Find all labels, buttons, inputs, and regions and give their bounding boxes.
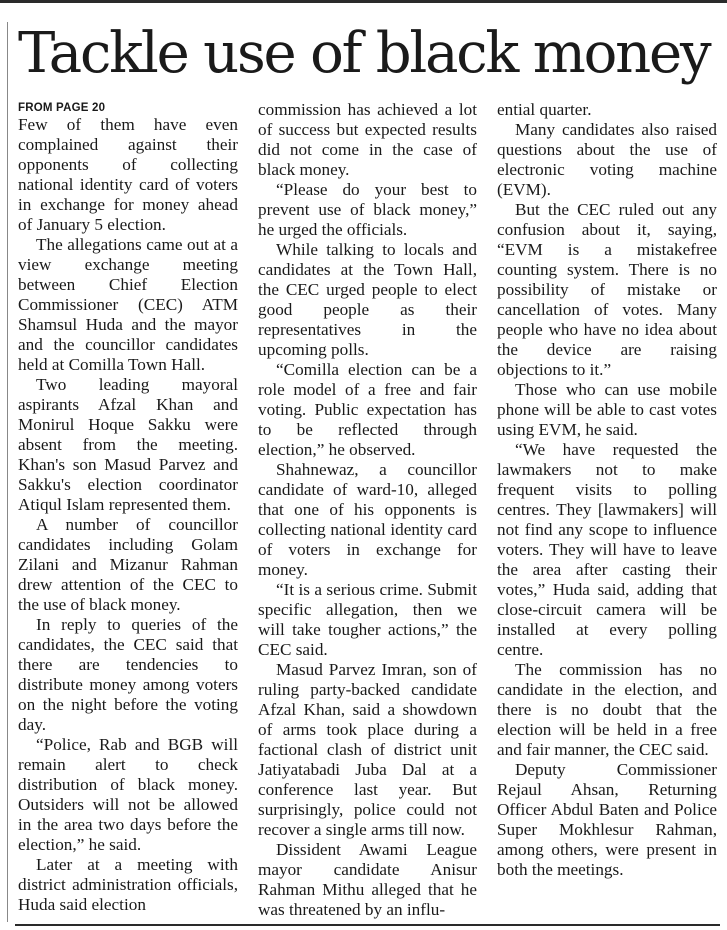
article-column-1: [18, 100, 238, 915]
paragraph: ential quarter.: [497, 100, 592, 119]
paragraph: “Please do your best to prevent use of black money,” he urged the officials.: [258, 180, 477, 239]
paragraph: But the CEC ruled out any confusion about it, saying, “EVM is a mistakefree counting system. There is no possibility of mistake or cancellation of votes. Many people who have no idea about the device are raising objections to it.”: [497, 200, 717, 379]
column-rule-left: [7, 22, 8, 922]
paragraph: The commission has no candidate in the election, and there is no doubt that the election will be held in a free and fair manner, the CEC said.: [497, 660, 717, 759]
paragraph: Many candidates also raised questions about the use of electronic voting machine (EVM).: [497, 120, 717, 199]
paragraph: The allegations came out at a view exchange meeting between Chief Election Commissioner (CEC) ATM Shamsul Huda and the mayor and the councillor candidates held at Comilla Town Hall.: [18, 235, 238, 374]
paragraph: Masud Parvez Imran, son of ruling party-backed candidate Afzal Khan, said a showdown of arms took place during a factional clash of district unit Jatiyatabadi Juba Dal at a conference last year. But surprisingly, police could not recover a single arms till now.: [258, 660, 477, 839]
paragraph: Those who can use mobile phone will be able to cast votes using EVM, he said.: [497, 380, 717, 439]
article-column-3: [497, 100, 717, 880]
paragraph: Later at a meeting with district administration officials, Huda said election: [18, 855, 238, 914]
paragraph: “We have requested the lawmakers not to make frequent visits to polling centres. They [lawmakers] will not find any scope to influence voters. They will have to leave the area after casting their votes,” Huda said, adding that close-circuit camera will be installed at every polling centre.: [497, 440, 717, 659]
paragraph: Few of them have even complained against their opponents of collecting national identity card of voters in exchange for money ahead of January 5 election.: [18, 115, 238, 234]
headline: Tackle use of black money: [18, 21, 710, 86]
kicker: FROM PAGE 20: [18, 102, 106, 114]
paragraph: “It is a serious crime. Submit specific allegation, then we will take tougher actions,” the CEC said.: [258, 580, 477, 659]
paragraph: While talking to locals and candidates at the Town Hall, the CEC urged people to elect good people as their representatives in the upcoming polls.: [258, 240, 477, 359]
article-column-2: [258, 100, 477, 920]
paragraph: Two leading mayoral aspirants Afzal Khan and Monirul Hoque Sakku were absent from the meeting. Khan's son Masud Parvez and Sakku's election coordinator Atiqul Islam represented them.: [18, 375, 238, 514]
top-rule: [0, 0, 727, 3]
paragraph: commission has achieved a lot of success but expected results did not come in the case of black money.: [258, 100, 477, 179]
paragraph: Deputy Commissioner Rejaul Ahsan, Returning Officer Abdul Baten and Police Super Mokhlesur Rahman, among others, were present in both the meetings.: [497, 760, 717, 879]
paragraph: Dissident Awami League mayor candidate Anisur Rahman Mithu alleged that he was threatened by an influ-: [258, 840, 477, 919]
paragraph: “Comilla election can be a role model of a free and fair voting. Public expectation has to be reflected through election,” he observed.: [258, 360, 477, 459]
paragraph: In reply to queries of the candidates, the CEC said that there are tendencies to distribute money among voters on the night before the voting day.: [18, 615, 238, 734]
paragraph: Shahnewaz, a councillor candidate of ward-10, alleged that one of his opponents is collecting national identity card of voters in exchange for money.: [258, 460, 477, 579]
paragraph: “Police, Rab and BGB will remain alert to check distribution of black money. Outsiders will not be allowed in the area two days before the election,” he said.: [18, 735, 238, 854]
bottom-rule: [15, 924, 720, 926]
paragraph: A number of councillor candidates including Golam Zilani and Mizanur Rahman drew attention of the CEC to the use of black money.: [18, 515, 238, 614]
